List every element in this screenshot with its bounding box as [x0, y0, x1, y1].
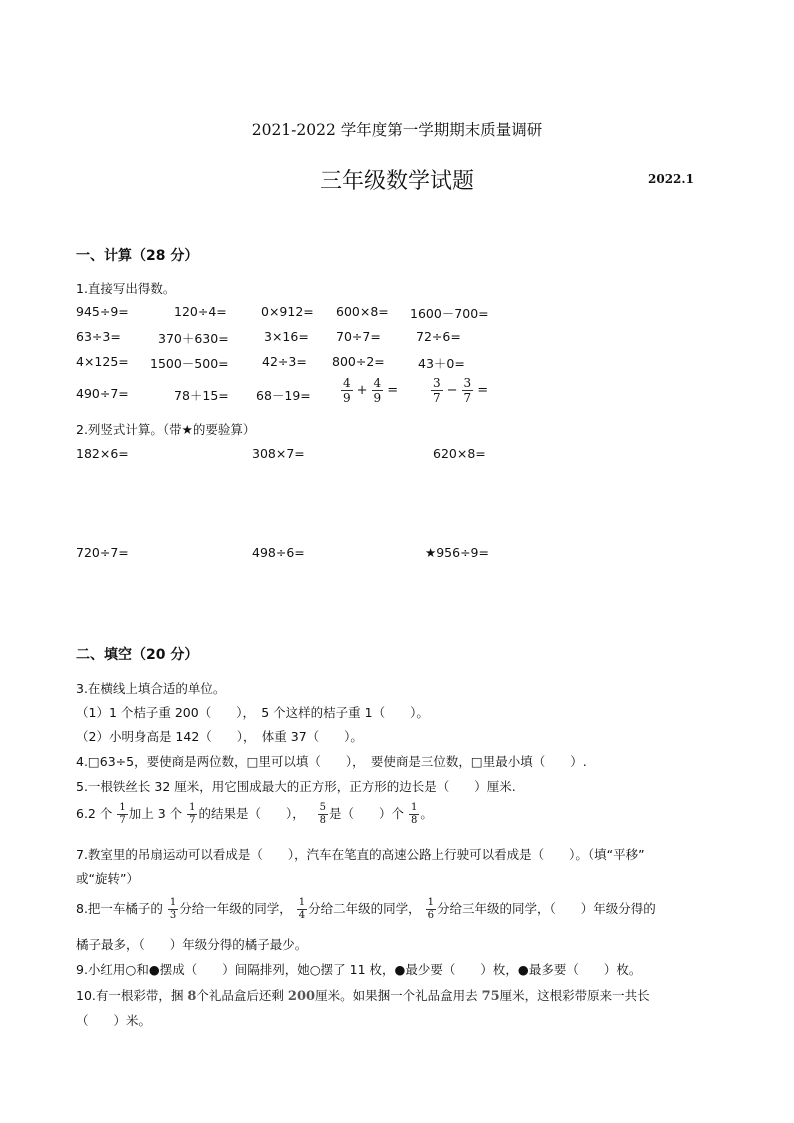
exam-title-subject: 三年级数学试题 — [319, 169, 474, 194]
exam-title-term: 2021-2022 学年度第一学期期末质量调研 — [251, 121, 543, 139]
problem: 490÷7= — [76, 386, 129, 401]
problem: 3×16= — [264, 329, 309, 344]
vertical-problem: 720÷7= — [76, 545, 129, 560]
q1-label: 1.直接写出得数。 — [76, 281, 176, 296]
q3-part-1: （1）1 个桔子重 200（ ）， 5 个这样的桔子重 1（ ）。 — [76, 705, 429, 720]
problem: 800÷2= — [332, 354, 385, 369]
problem: 68－19= — [256, 388, 311, 403]
q7-line-2: 或“旋转”） — [76, 871, 139, 886]
q3-part-2: （2）小明身高是 142（ ）， 体重 37（ ）。 — [76, 729, 363, 744]
vertical-problem: 620×8= — [433, 446, 486, 461]
q10-line-2: （ ）米。 — [76, 1013, 152, 1028]
problem: 600×8= — [336, 304, 389, 319]
problem: 1600－700= — [410, 306, 489, 321]
problem: 1500－500= — [150, 356, 229, 371]
q4: 4.□63÷5，要使商是两位数，□里可以填（ ）， 要使商是三位数，□里最小填（ ）. — [76, 754, 587, 769]
problem: 72÷6= — [416, 329, 461, 344]
section-1-heading: 一、计算（28 分） — [76, 248, 199, 264]
vertical-problem: ★956÷9= — [425, 545, 489, 560]
q8-line-2: 橘子最多，（ ）年级分得的橘子最少。 — [76, 937, 308, 952]
problem: 120÷4= — [174, 304, 227, 319]
problem: 370＋630= — [158, 331, 229, 346]
problem: 78＋15= — [174, 388, 229, 403]
problem: 4×125= — [76, 354, 129, 369]
q2-label: 2.列竖式计算。（带★的要验算） — [76, 422, 256, 437]
vertical-problem: 308×7= — [252, 446, 305, 461]
q3-label: 3.在横线上填合适的单位。 — [76, 681, 226, 696]
q6: 6.2 个 $\frac{1}{7}$ 加上 3 个 $\frac{1}{7}$ 的结果是（ ）， $\frac{5}{8}$ 是（ ）个 $\frac{1}{8}$ 。 — [76, 802, 433, 826]
problem: 43＋0= — [418, 356, 465, 371]
fraction-subtraction: $\frac{3}{7}$ − $\frac{3}{7}$ = — [433, 376, 489, 405]
vertical-problem: 498÷6= — [252, 545, 305, 560]
exam-date: 2022.1 — [648, 172, 694, 186]
problem: 63÷3= — [76, 329, 121, 344]
problem: 42÷3= — [262, 354, 307, 369]
q8-line-1: 8.把一车橘子的 $\frac{1}{3}$ 分给一年级的同学， $\frac{1}{4}$ 分给二年级的同学， $\frac{1}{6}$ 分给三年级的同学，（ ）年级分得的 — [76, 897, 656, 921]
q7-line-1: 7.教室里的吊扇运动可以看成是（ ），汽车在笔直的高速公路上行驶可以看成是（ ）。（填“平移” — [76, 847, 645, 862]
q10-line-1: 10.有一根彩带，捆 8个礼品盒后还剩 200厘米。如果捆一个礼品盒用去 75厘米，这根彩带原来一共长 — [76, 988, 650, 1004]
q5: 5.一根铁丝长 32 厘米，用它围成最大的正方形，正方形的边长是（ ）厘米. — [76, 779, 516, 794]
problem: 0×912= — [261, 304, 314, 319]
vertical-problem: 182×6= — [76, 446, 129, 461]
section-2-heading: 二、填空（20 分） — [76, 647, 199, 663]
fraction-addition: $\frac{4}{9}$ + $\frac{4}{9}$ = — [343, 376, 399, 405]
problem: 945÷9= — [76, 304, 129, 319]
q9: 9.小红用○和●摆成（ ）间隔排列，她○摆了 11 枚，●最少要（ ）枚，●最多要（ ）枚。 — [76, 962, 642, 977]
problem: 70÷7= — [336, 329, 381, 344]
